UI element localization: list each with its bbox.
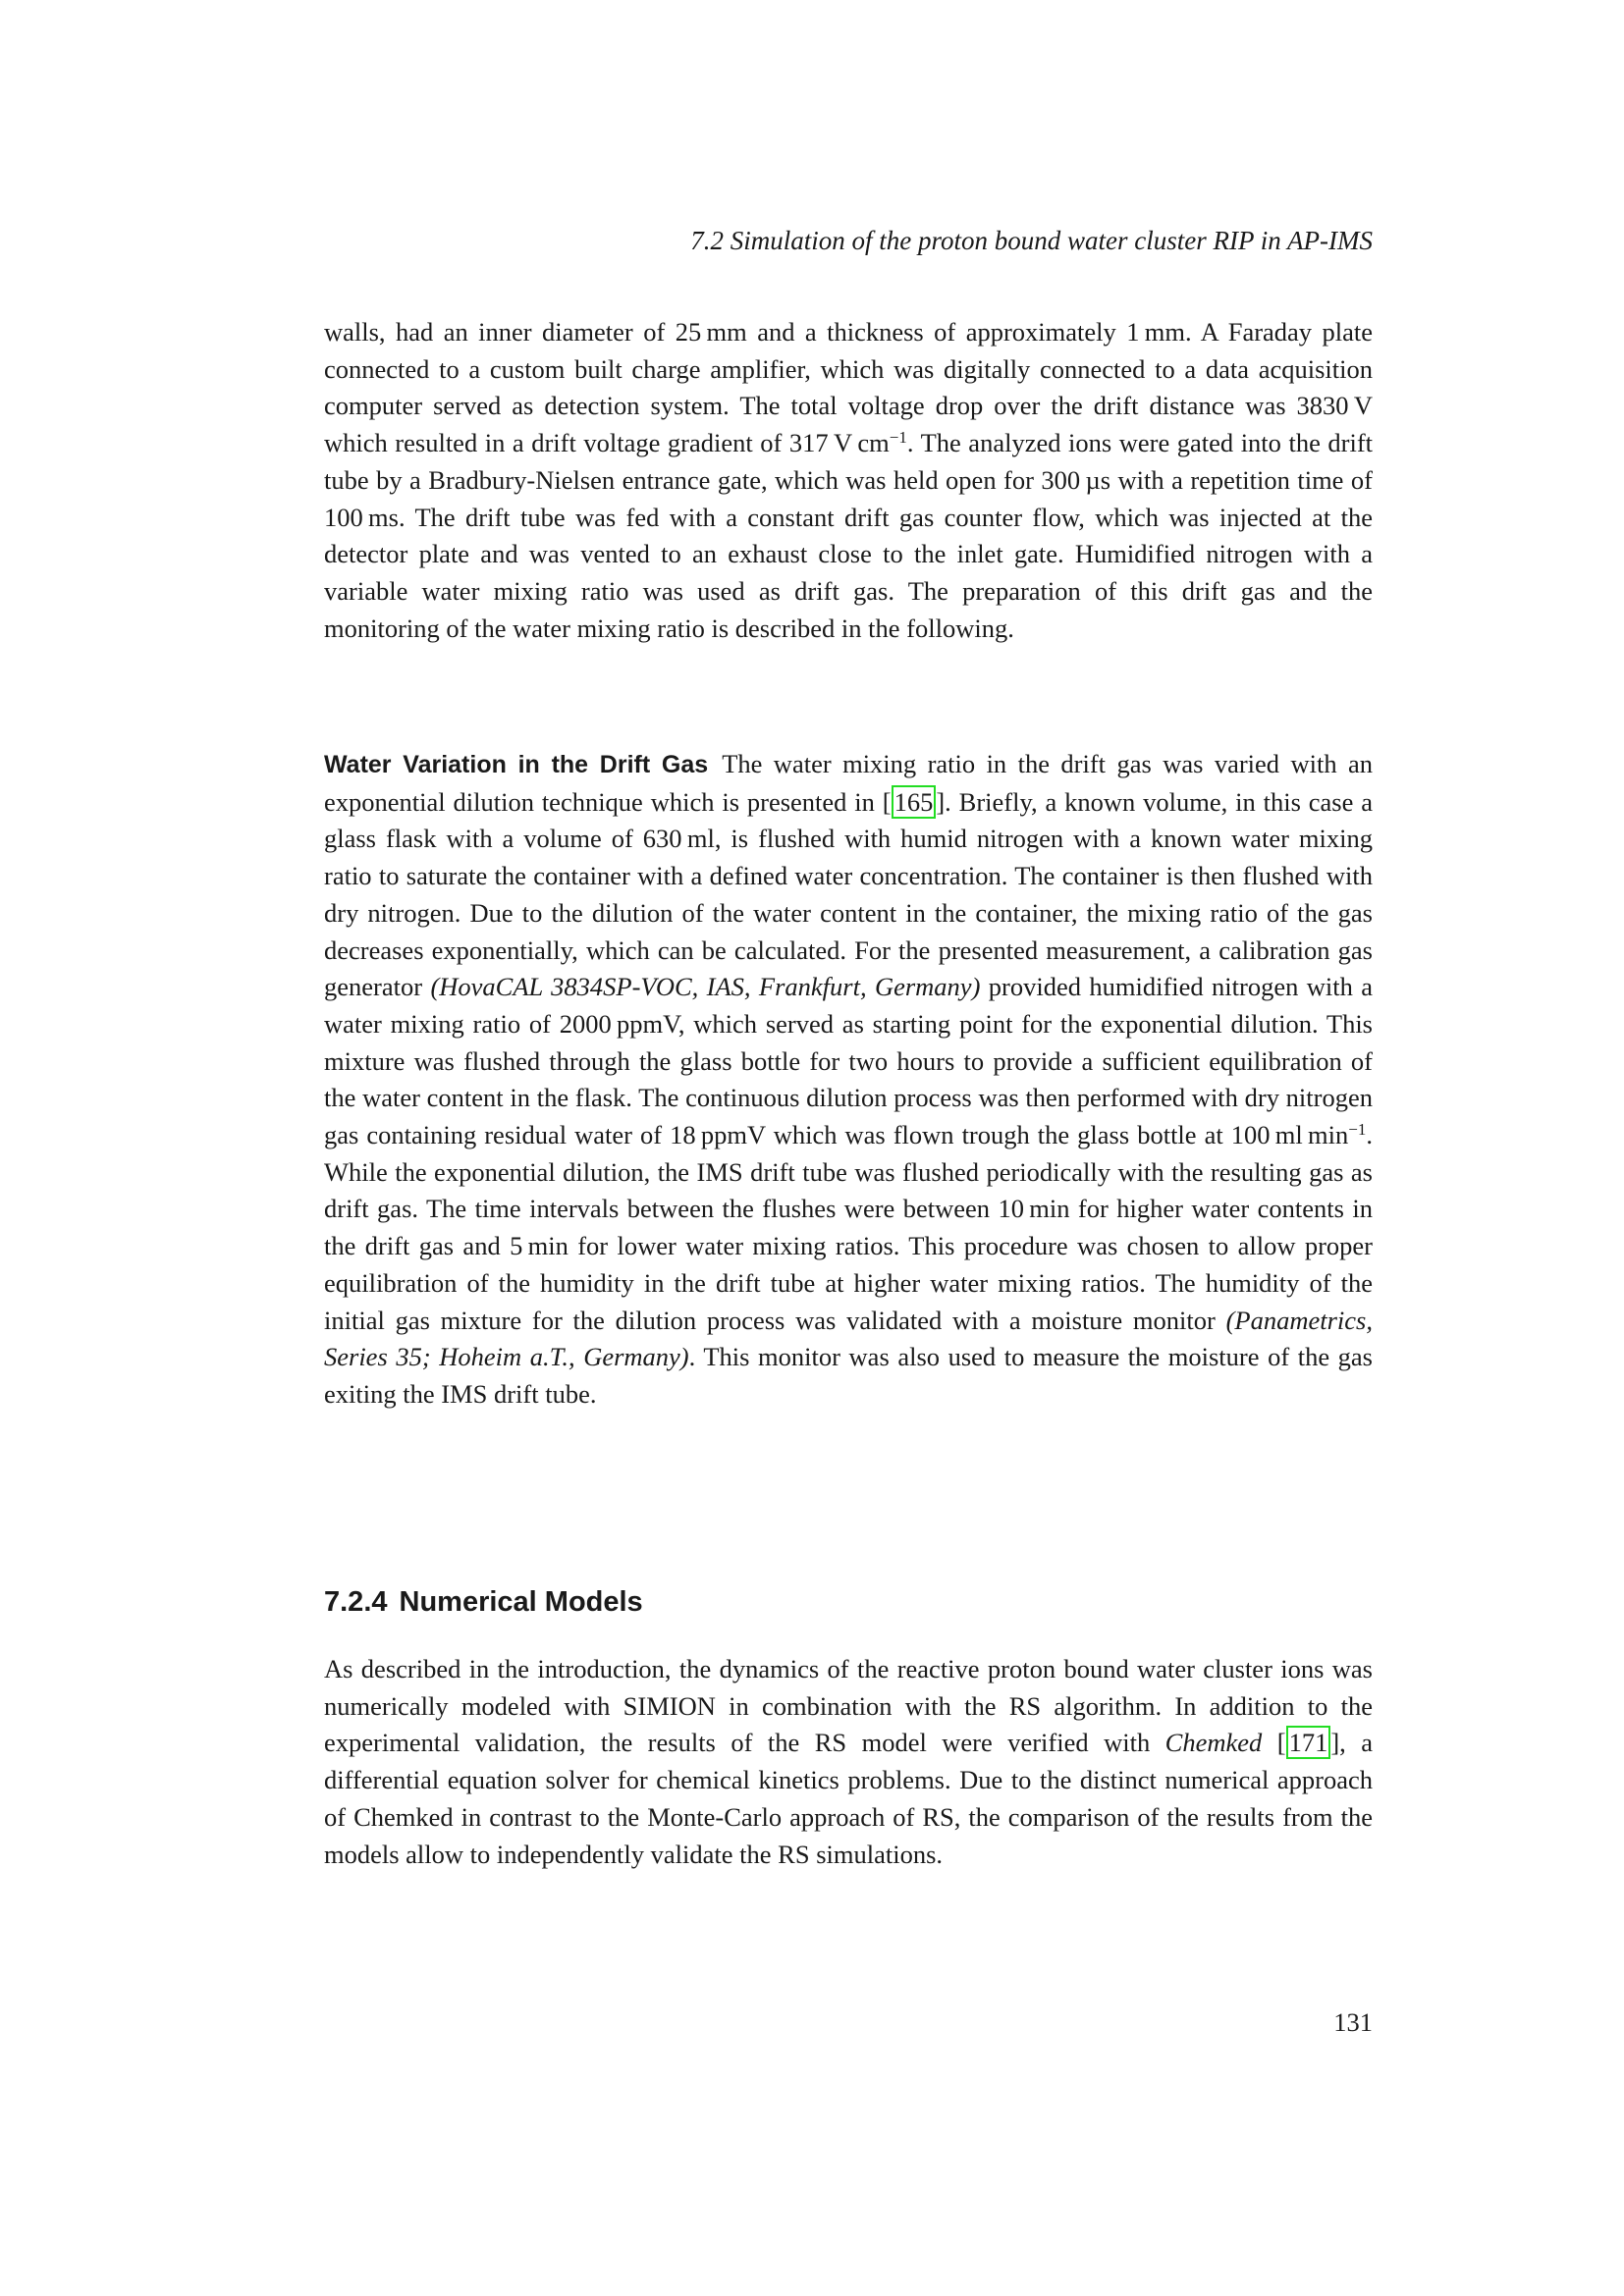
section-heading: [324, 1586, 1373, 1619]
text: As described in the introduction, the dynamics of the reactive proton bound water cluster ions was numerically modeled with SIMION in combination with the RS algorithm. In addition to the experimental validation, the results of the RS model were verified with: [324, 1654, 1373, 1758]
run-in-heading: Water Variation in the Drift Gas: [324, 751, 709, 778]
paragraph-numerical-models: As described in the introduction, the dynamics of the reactive proton bound water cluster ions was numerically modeled with SIMION in combination with the RS algorithm. In addition to the experimental validation, the results of the RS model were verified with Chemked [ 171 ], a differential equation solver for chemical kinetics problems. Due to the distinct numerical approach of Chemked in contrast to the Monte-Carlo approach of RS, the comparison of the results from the models allow to independently validate the RS simulations.: [324, 1654, 1374, 1869]
citation-link[interactable]: 165: [892, 785, 937, 819]
text: . While the exponential dilution, the IMS drift tube was flushed periodically with the resulting gas as drift gas. The time intervals between the flushes were between 10 min for higher water contents in the drift gas and 5 min for lower water mixing ratios. This procedure was chosen to allow proper equilibration of the humidity in the drift tube at higher water mixing ratios. The humidity of the initial gas mixture for the dilution process was validated with a moisture monitor: [324, 1120, 1373, 1335]
page-number: 131: [1333, 2007, 1373, 2037]
text: , a differential equation solver for chemical kinetics problems. Due to the distinct numerical approach of Chemked in contrast to the Monte-Carlo approach of RS, the comparison of the results from the models allow to independently validate the RS simulations.: [324, 1728, 1374, 1869]
paragraph-water-variation: Water Variation in the Drift Gas The water mixing ratio in the drift gas was varied with an exponential dilution technique which is presented in [ 165 ]. Briefly, a known volume, in this case a glass flask with a volume of 630 ml, is flushed with humid nitrogen with a known water mixing ratio to saturate the container with a defined water concentration. The container is then flushed with dry nitrogen. Due to the dilution of the water content in the container, the mixing ratio of the gas decreases exponentially, which can be calculated. For the presented measurement, a calibration gas generator (HovaCAL 3834SP-VOC, IAS, Frankfurt, Germany) provided humidified nitrogen with a water mixing ratio of 2000 ppmV, which served as starting point for the exponential dilution. This mixture was flushed through the glass bottle for two hours to provide a sufficient equilibration of the water content in the flask. The continuous dilution process was then performed with dry nitrogen gas containing residual water of 18 ppmV which was flown trough the glass bottle at 100 ml $\min^{-1}$. While the exponential dilution, the IMS drift tube was flushed periodically with the resulting gas as drift gas. The time intervals between the flushes were between 10 min for higher water contents in the drift gas and 5 min for lower water mixing ratios. This procedure was chosen to allow proper equilibration of the humidity in the drift tube at higher water mixing ratios. The humidity of the initial gas mixture for the dilution process was validated with a moisture monitor (Panametrics, Series 35; Hoheim a.T., Germany). This monitor was also used to measure the moisture of the gas exiting the IMS drift tube.: [324, 749, 1373, 1409]
section-title: Numerical Models: [399, 1586, 643, 1618]
superscript: −1: [1348, 1120, 1367, 1140]
paragraph-drift-tube: [324, 314, 1373, 647]
italic-text: (Panametrics, Series 35; Hoheim a.T., Germany): [324, 1305, 1373, 1372]
text: The water mixing ratio in the drift gas was varied with an exponential dilution technique which is presented in: [324, 749, 1373, 817]
italic-text: Chemked: [1164, 1728, 1263, 1758]
section-number: 7.2.4: [324, 1586, 388, 1618]
text: . Briefly, a known volume, in this case a glass flask with a volume of 630 ml, is flushed with humid nitrogen with a known water mixing ratio to saturate the container with a defined water concentration. The container is then flushed with dry nitrogen. Due to the dilution of the water content in the container, the mixing ratio of the gas decreases exponentially, which can be calculated. For the presented measurement, a calibration gas generator: [324, 786, 1373, 1002]
text: . This monitor was also used to measure the moisture of the gas exiting the IMS drift tube.: [324, 1342, 1373, 1409]
text: walls, had an inner diameter of 25 mm and a thickness of approximately 1 mm. A Faraday plate connected to a custom built charge amplifier, which was digitally connected to a data acquisition computer served as detection system. The total voltage drop over the drift distance was 3830 V which resulted in a drift voltage gradient of 317 V cm: [324, 317, 1373, 458]
running-header: 7.2 Simulation of the proton bound water cluster RIP in AP-IMS: [690, 226, 1373, 255]
italic-text: (HovaCAL 3834SP-VOC, IAS, Frankfurt, Germany): [430, 972, 981, 1002]
text: . The analyzed ions were gated into the drift tube by a Bradbury-Nielsen entrance gate, which was held open for 300 µs with a repetition time of 100 ms. The drift tube was fed with a constant drift gas counter flow, which was injected at the detector plate and was vented to an exhaust close to the inlet gate. Humidified nitrogen with a variable water mixing ratio was used as drift gas. The preparation of this drift gas and the monitoring of the water mixing ratio is described in the following.: [324, 428, 1374, 643]
text: provided humidified nitrogen with a water mixing ratio of 2000 ppmV, which served as starting point for the exponential dilution. This mixture was flushed through the glass bottle for two hours to provide a sufficient equilibration of the water content in the flask. The continuous dilution process was then performed with dry nitrogen gas containing residual water of 18 ppmV which was flown trough the glass bottle at 100 ml min: [324, 972, 1373, 1150]
citation-link[interactable]: 171: [1286, 1726, 1331, 1759]
text: [1262, 1728, 1276, 1757]
superscript: −1: [889, 428, 907, 448]
